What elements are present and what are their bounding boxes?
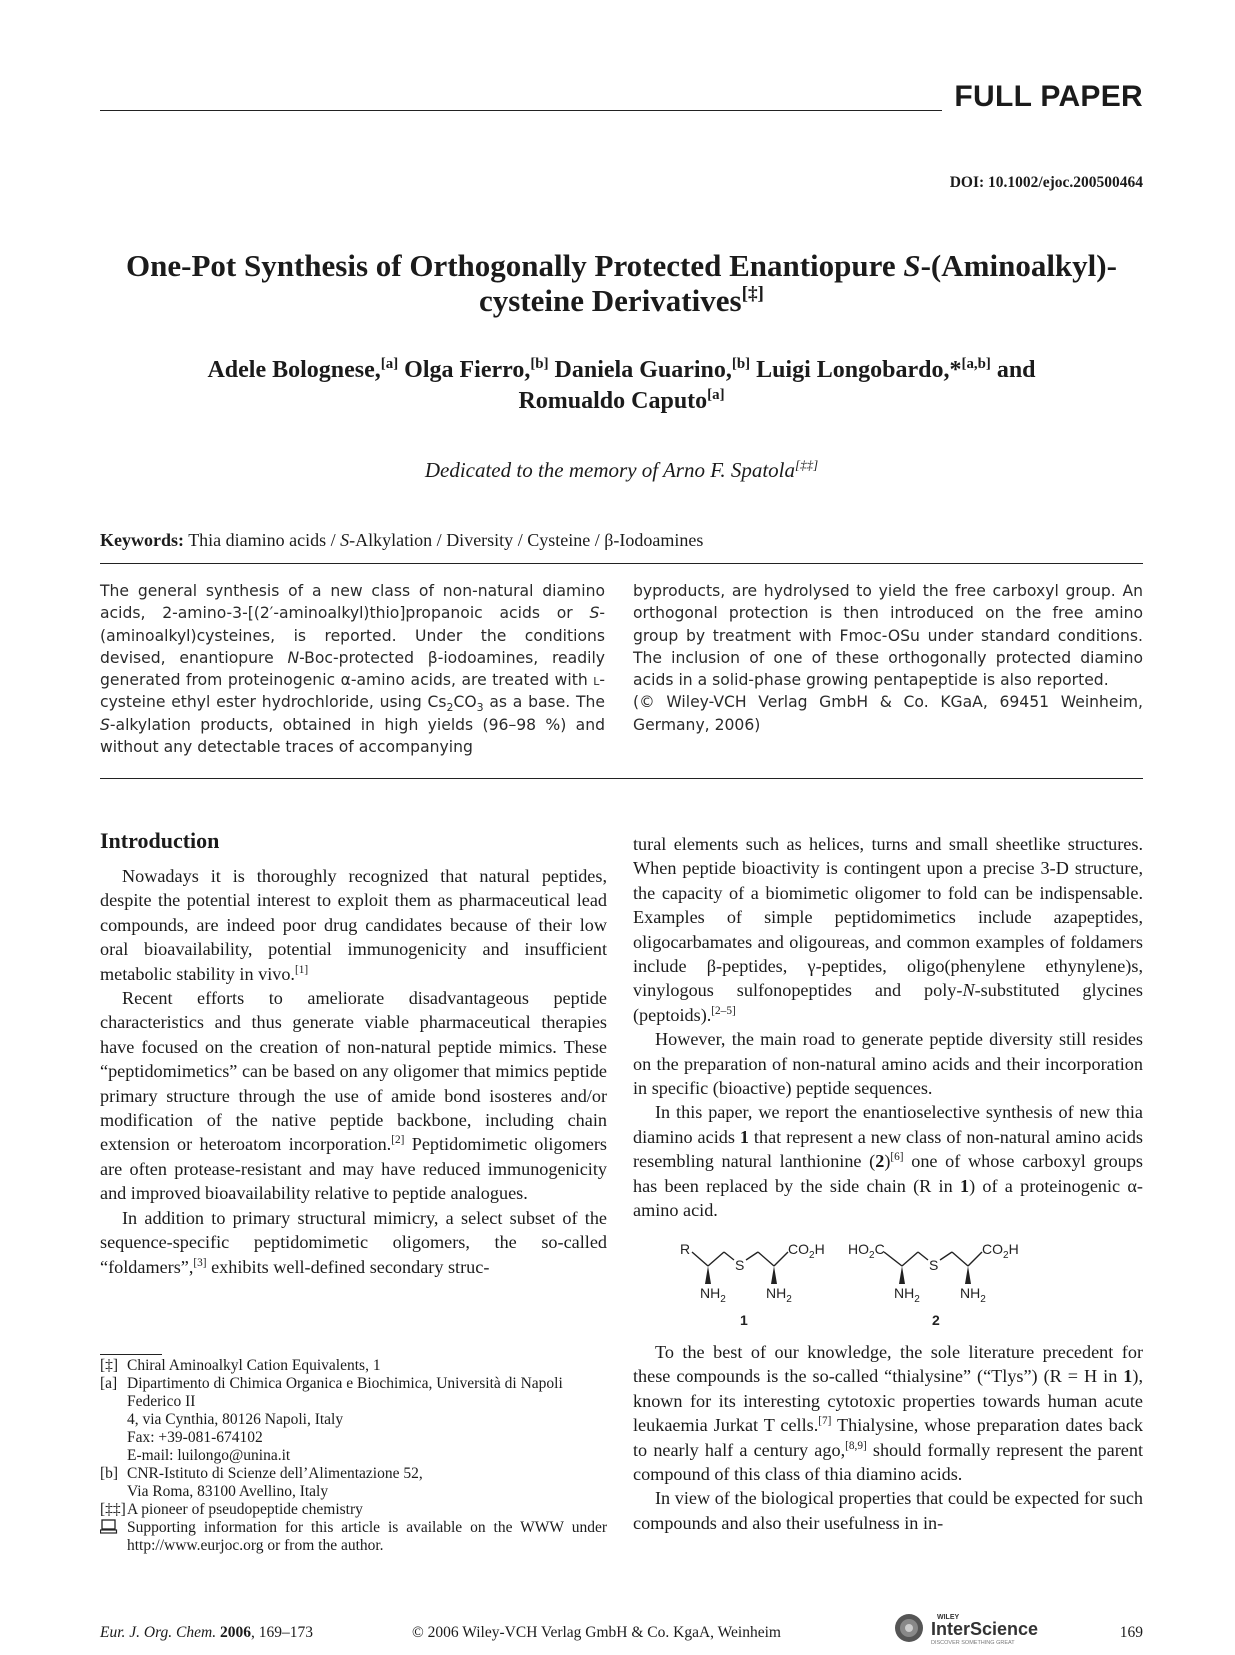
author: Adele Bolognese,[a]: [207, 356, 399, 383]
abstract-text: The general synthesis of a new class of non-natural diamino acids, 2-amino-3-[(2′-aminoalkyl)thio]propanoic acids or S-(aminoalkyl)cysteines, is reported. Under the conditions devised, enantiopure N-Boc-protected β-iodoamines, readily generated from proteinogenic α-amino acids, are treated with l-cysteine ethyl ester hydrochloride, using $Cs_2CO_3$ as a base. The S-alkylation products, obtained in high yields (96–98 %) and without any detectable traces of accompanying: [100, 582, 606, 757]
paragraph: In this paper, we report the enantioselective synthesis of new thia diamino acids 1 that represent a new class of non-natural amino acids resembling natural lanthionine (2)[6] one of whose carboxyl groups has been replaced by the side chain (R in 1) of a proteinogenic α-amino acid.: [633, 1102, 1143, 1221]
author: Luigi Longobardo,*[a,b]: [756, 356, 991, 383]
footnote: [a] Dipartimento di Chimica Organica e Biochimica, Università di Napoli Federico II: [100, 1375, 563, 1410]
section-heading: Introduction: [100, 828, 220, 853]
acid-group-label: $CO_2H$: [982, 1241, 1019, 1261]
section-type-label: FULL PAPER: [954, 80, 1143, 113]
acid-group-label: $HO_2C$: [848, 1241, 885, 1261]
sulfur-label: S: [735, 1257, 745, 1273]
footnote: Supporting information for this article is available on the WWW under http://www.eurjoc.org or from the author.: [100, 1519, 607, 1555]
dedication: Dedicated to the memory of Arno F. Spatola[‡‡]: [424, 457, 819, 482]
author: Daniela Guarino,[b]: [554, 356, 751, 383]
abstract-right: [633, 580, 1143, 736]
paragraph: In addition to primary structural mimicry, a select subset of the sequence-specific peptidomimetic oligomers, the so-called “foldamers”,[3] exhibits well-defined secondary struc-: [100, 1207, 607, 1277]
structure-1: [680, 1241, 825, 1328]
page-number: 169: [1119, 1624, 1143, 1641]
keyword: β-Iodoamines: [604, 530, 704, 550]
footnote-email[interactable]: E-mail: luilongo@unina.it: [127, 1447, 291, 1464]
citation[interactable]: [2]: [391, 1134, 405, 1147]
structure-2: [848, 1241, 1019, 1328]
citation[interactable]: [3]: [193, 1256, 207, 1269]
abstract-bottom-rule: [100, 778, 1143, 779]
citation[interactable]: [8,9]: [845, 1439, 867, 1452]
amine-label: $NH_2$: [894, 1285, 920, 1305]
paragraph: tural elements such as helices, turns and small sheetlike structures. When peptide bioactivity is contingent upon a precise 3-D structure, the capacity of a biomimetic oligomer to fold can be indispensable. Examples of simple peptidomimetics include azapeptides, oligocarbamates and oligoureas, and common examples of foldamers include β-peptides, γ-peptides, oligo(phenylene ethynylene)s, vinylogous sulfonopeptides and poly-N-substituted glycines (peptoids).[2–5]: [633, 834, 1144, 1025]
amine-label: $NH_2$: [700, 1285, 726, 1305]
compound-number: 1: [740, 1312, 748, 1328]
footer-copyright: © 2006 Wiley-VCH Verlag GmbH & Co. KgaA, Weinheim: [412, 1624, 781, 1641]
title-footnote-mark: [‡]: [741, 283, 764, 305]
footnote: 4, via Cynthia, 80126 Napoli, Italy: [127, 1411, 344, 1428]
substituent-r-label: R: [680, 1241, 691, 1257]
abstract-text: byproducts, are hydrolysed to yield the free carboxyl group. An orthogonal protection is then introduced on the free amino group by treatment with Fmoc-OSu under standard conditions. The inclusion of one of these orthogonally protected diamino acids in a solid-phase growing pentapeptide is also reported.: [633, 582, 1143, 690]
abstract-left: [100, 580, 605, 758]
logo-text: InterScience: [931, 1619, 1039, 1639]
journal-citation: Eur. J. Org. Chem. 2006, 169–173: [100, 1624, 313, 1641]
paragraph: However, the main road to generate peptide diversity still resides on the preparation of non-natural amino acids and their incorporation in specific (bioactive) peptide sequences.: [633, 1029, 1143, 1099]
footnote: [‡] Chiral Aminoalkyl Cation Equivalents, 1: [100, 1357, 381, 1374]
body-column-right: [633, 832, 1143, 1223]
title-part: One-Pot Synthesis of Orthogonally Protected Enantiopure: [126, 248, 904, 283]
footnote-rule: [100, 1354, 162, 1355]
title-italic: S: [903, 248, 921, 283]
keyword: Diversity: [446, 530, 514, 550]
article-title: [100, 248, 1143, 318]
paragraph: To the best of our knowledge, the sole literature precedent for these compounds is the so-called “thialysine” (“Tlys”) (R = H in 1), known for its interesting cytotoxic properties towards human acute leukaemia Jurkat T cells.[7] Thialysine, whose preparation dates back to nearly half a century ago,[8,9] should formally represent the parent compound of this class of thia diamino acids.: [633, 1342, 1143, 1485]
acid-group-label: $CO_2H$: [788, 1241, 825, 1261]
amine-label: $NH_2$: [960, 1285, 986, 1305]
keyword: S-Alkylation: [340, 530, 433, 550]
footnotes: [100, 1357, 607, 1555]
doi[interactable]: DOI: 10.1002/ejoc.200500464: [949, 174, 1143, 191]
citation[interactable]: [2–5]: [711, 1004, 736, 1017]
footnote: [b] CNR-Istituto di Scienze dell’Alimentazione 52,: [100, 1465, 423, 1482]
logo-text: WILEY: [937, 1614, 960, 1621]
logo-text: DISCOVER SOMETHING GREAT: [931, 1640, 1015, 1646]
keywords: Keywords: Thia diamino acids / S-Alkylation / Diversity / Cysteine / β-Iodoamines: [100, 530, 704, 550]
abstract-copyright: (© Wiley-VCH Verlag GmbH & Co. KGaA, 69451 Weinheim, Germany, 2006): [633, 693, 1143, 734]
amine-label: $NH_2$: [766, 1285, 792, 1305]
body-column-left: [100, 864, 607, 1279]
paragraph: Recent efforts to ameliorate disadvantageous peptide characteristics and thus generate viable pharmaceutical therapies have focused on the creation of non-natural peptide mimics. These “peptidomimetics” can be based on any oligomer that mimics peptide primary structure through the use of amide bond isosteres and/or modification of the native peptide backbone, including chain extension or heteroatom incorporation.[2] Peptidomimetic oligomers are often protease-resistant and may have reduced immunogenicity and improved bioavailability relative to peptide analogues.: [100, 988, 607, 1204]
author-list: [100, 355, 1143, 417]
body-column-right-continued: [633, 1340, 1143, 1535]
citation[interactable]: [7]: [818, 1415, 832, 1428]
citation[interactable]: [6]: [890, 1151, 904, 1164]
computer-icon: [100, 1519, 127, 1555]
keyword: Thia diamino acids: [188, 530, 327, 550]
author-conjunction: and: [996, 357, 1036, 383]
footnote: Fax: +39-081-674102: [127, 1429, 263, 1446]
header-rule: [100, 110, 942, 111]
citation[interactable]: [1]: [294, 963, 309, 976]
keyword: Cysteine: [527, 530, 591, 550]
title-part: -(Aminoalkyl)-: [920, 248, 1117, 283]
paragraph: Nowadays it is thoroughly recognized that natural peptides, despite the potential interest to exploit them as pharmaceutical lead compounds, are indeed poor drug candidates because of their low oral bioavailability, potential immunogenicity and insufficient metabolic stability in vivo.[1]: [100, 866, 607, 984]
footnote: Via Roma, 83100 Avellino, Italy: [127, 1483, 329, 1500]
paragraph: In view of the biological properties that could be expected for such compounds and also their usefulness in in-: [633, 1488, 1143, 1533]
footnote: [‡‡] A pioneer of pseudopeptide chemistry: [100, 1501, 363, 1518]
abstract-top-rule: [100, 563, 1143, 564]
chemical-structures-figure: [672, 1232, 1142, 1332]
sulfur-label: S: [929, 1257, 939, 1273]
title-part: cysteine Derivatives: [479, 283, 742, 318]
author: Olga Fierro,[b]: [404, 356, 549, 383]
keywords-label: Keywords:: [100, 530, 184, 550]
author: Romualdo Caputo[a]: [518, 387, 725, 414]
interscience-logo[interactable]: [893, 1610, 1063, 1651]
compound-number: 2: [932, 1312, 940, 1328]
